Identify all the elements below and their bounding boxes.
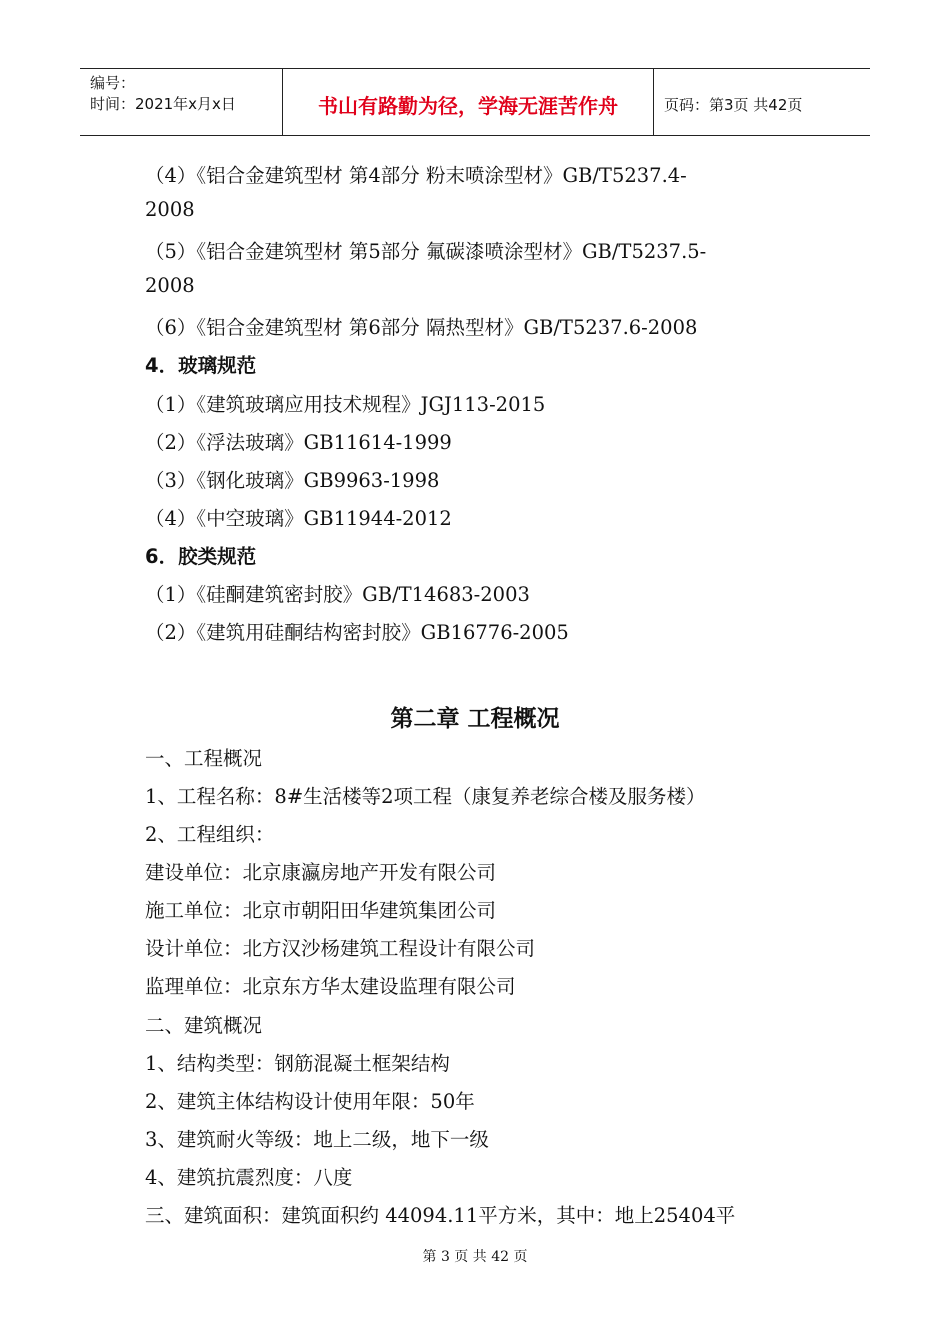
overview-heading: 一、工程概况 bbox=[145, 747, 263, 770]
std-line-4: （4）《铝合金建筑型材 第4部分 粉末喷涂型材》GB/T5237.4- bbox=[145, 164, 687, 187]
page-header bbox=[80, 68, 870, 136]
sealant-line-1: （1）《硅酮建筑密封胶》GB/T14683-2003 bbox=[145, 583, 530, 606]
header-time: 时间：2021年x月x日 bbox=[90, 95, 236, 113]
section-glass: 4．玻璃规范 bbox=[145, 354, 257, 377]
std-line-6: （6）《铝合金建筑型材 第6部分 隔热型材》GB/T5237.6-2008 bbox=[145, 316, 698, 339]
supervision-unit: 监理单位：北京东方华太建设监理有限公司 bbox=[145, 975, 516, 998]
construction-unit: 施工单位：北京市朝阳田华建筑集团公司 bbox=[145, 899, 497, 922]
std-line-5-cont: 2008 bbox=[145, 274, 195, 297]
page-footer: 第 3 页 共 42 页 bbox=[422, 1249, 528, 1265]
design-life: 2、建筑主体结构设计使用年限：50年 bbox=[145, 1090, 475, 1113]
structure-type: 1、结构类型：钢筋混凝土框架结构 bbox=[145, 1052, 450, 1075]
section-sealant: 6．胶类规范 bbox=[145, 545, 257, 568]
project-name: 1、工程名称：8#生活楼等2项工程（康复养老综合楼及服务楼） bbox=[145, 785, 706, 808]
glass-line-1: （1）《建筑玻璃应用技术规程》JGJ113-2015 bbox=[145, 393, 546, 416]
building-area: 三、建筑面积：建筑面积约 44094.11平方米，其中：地上25404平 bbox=[145, 1204, 736, 1227]
project-org: 2、工程组织： bbox=[145, 823, 275, 846]
header-motto: 书山有路勤为径，学海无涯苦作舟 bbox=[282, 69, 654, 135]
header-meta bbox=[80, 69, 282, 135]
glass-line-3: （3）《钢化玻璃》GB9963-1998 bbox=[145, 469, 440, 492]
std-line-4-cont: 2008 bbox=[145, 198, 195, 221]
chapter-title: 第二章 工程概况 bbox=[390, 706, 560, 732]
fire-rating: 3、建筑耐火等级：地上二级，地下一级 bbox=[145, 1128, 489, 1151]
glass-line-4: （4）《中空玻璃》GB11944-2012 bbox=[145, 507, 452, 530]
building-heading: 二、建筑概况 bbox=[145, 1014, 263, 1037]
std-line-5: （5）《铝合金建筑型材 第5部分 氟碳漆喷涂型材》GB/T5237.5- bbox=[145, 240, 707, 263]
header-page-info: 页码：第3页 共42页 bbox=[664, 95, 803, 114]
owner-unit: 建设单位：北京康瀛房地产开发有限公司 bbox=[145, 861, 497, 884]
seismic-intensity: 4、建筑抗震烈度：八度 bbox=[145, 1166, 353, 1189]
design-unit: 设计单位：北方汉沙杨建筑工程设计有限公司 bbox=[145, 937, 536, 960]
header-number: 编号： bbox=[90, 74, 136, 92]
glass-line-2: （2）《浮法玻璃》GB11614-1999 bbox=[145, 431, 452, 454]
sealant-line-2: （2）《建筑用硅酮结构密封胶》GB16776-2005 bbox=[145, 621, 569, 644]
